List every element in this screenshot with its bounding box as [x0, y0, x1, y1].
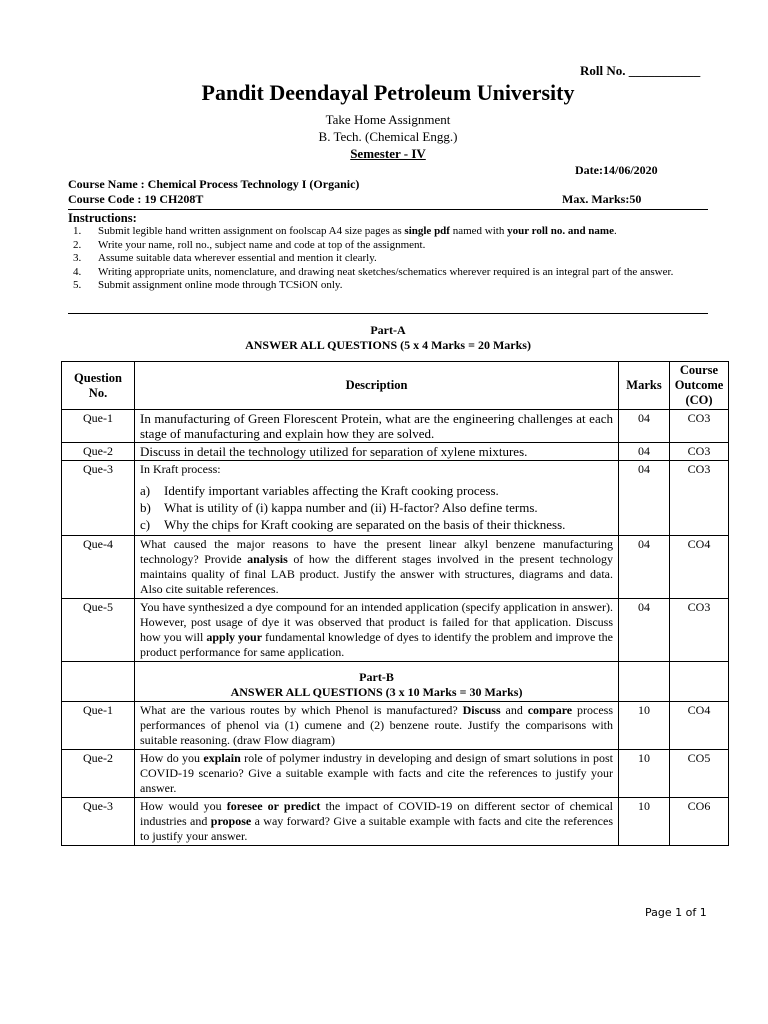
sub-question: b) What is utility of (i) kappa number and (ii) H-factor? Also define terms.: [140, 500, 538, 515]
instruction-item: 2. Write your name, roll no., subject name and code at top of the assignment.: [84, 239, 724, 253]
question-text: How do you explain role of polymer industry in developing and design of smart solutions in post COVID-19 scenario? Give a suitable example with facts and cite the references to justify your answer.: [135, 750, 619, 798]
empty-cell: [619, 662, 670, 702]
instructions-title: Instructions:: [68, 211, 137, 225]
part-b-heading: [135, 662, 619, 702]
question-text: How would you foresee or predict the impact of COVID-19 on different sector of chemical industries and propose a way forward? Give a suitable example with facts and cite the references to justify your answer.: [135, 798, 619, 846]
table-row: [62, 536, 729, 599]
table-row: [62, 750, 729, 798]
sub-question: a) Identify important variables affecting the Kraft cooking process.: [140, 483, 499, 498]
exam-date: Date:14/06/2020: [575, 163, 658, 177]
page-number: Page 1 of 1: [645, 906, 707, 919]
question-text: What caused the major reasons to have the present linear alkyl benzene manufacturing technology? Provide analysis of how the different stages involved in the present technology maintains quality of final LAB product. Justify the answer with structures, diagrams and data. Also cite suitable references.: [135, 536, 619, 599]
empty-cell: [62, 662, 135, 702]
table-row: [62, 461, 729, 536]
program: B. Tech. (Chemical Engg.): [318, 129, 458, 144]
question-text: In manufacturing of Green Florescent Protein, what are the engineering challenges at each stage of manufacturing and explain how they are solved.: [135, 410, 619, 443]
table-row: [62, 798, 729, 846]
roll-number: Roll No. ___________: [580, 63, 701, 78]
max-marks: Max. Marks:50: [562, 192, 642, 206]
part-a-title: Part-A: [370, 323, 406, 337]
question-text: What are the various routes by which Phenol is manufactured? Discuss and compare process performances of phenol via (1) cumene and (2) benzene route. Justify the comparisons with suitable reasoning. (draw Flow diagram): [135, 702, 619, 750]
question-marks: 04: [619, 410, 670, 443]
question-text: [135, 461, 619, 536]
part-b-subtitle: ANSWER ALL QUESTIONS (3 x 10 Marks = 30 Marks): [230, 685, 523, 699]
table-header-row: [62, 362, 729, 410]
question-co: CO4: [670, 702, 729, 750]
question-intro: In Kraft process:: [140, 462, 221, 476]
question-co: CO6: [670, 798, 729, 846]
question-text: You have synthesized a dye compound for an intended application (specify application in answer). However, post usage of dye it was observed that product is failed for that application. Discuss how you will apply your fundamental knowledge of dyes to identify the problem and improve the product performance for same application.: [135, 599, 619, 662]
question-marks: 10: [619, 750, 670, 798]
table-row: [62, 702, 729, 750]
divider: [68, 313, 708, 314]
part-a-subtitle: ANSWER ALL QUESTIONS (5 x 4 Marks = 20 Marks): [245, 338, 531, 352]
question-text: Discuss in detail the technology utilized for separation of xylene mixtures.: [135, 443, 619, 461]
question-number: Que-2: [62, 750, 135, 798]
table-row: [62, 443, 729, 461]
question-co: CO3: [670, 410, 729, 443]
question-co: CO3: [670, 443, 729, 461]
header-description: Description: [135, 362, 619, 410]
question-marks: 10: [619, 798, 670, 846]
course-name: Course Name : Chemical Process Technology I (Organic): [68, 177, 360, 191]
instruction-item: 4. Writing appropriate units, nomenclature, and drawing neat sketches/schematics wherever required is an integral part of the answer.: [84, 266, 724, 280]
instructions-list: [68, 225, 724, 293]
question-marks: 04: [619, 461, 670, 536]
question-co: CO3: [670, 599, 729, 662]
instruction-item: 3. Assume suitable data wherever essential and mention it clearly.: [84, 252, 724, 266]
question-number: Que-2: [62, 443, 135, 461]
assignment-type: Take Home Assignment: [325, 112, 451, 127]
question-co: CO3: [670, 461, 729, 536]
part-b-header-row: [62, 662, 729, 702]
question-number: Que-1: [62, 410, 135, 443]
header-course-outcome: Course Outcome (CO): [670, 362, 729, 410]
question-marks: 10: [619, 702, 670, 750]
course-code: Course Code : 19 CH208T: [68, 192, 204, 206]
question-number: Que-5: [62, 599, 135, 662]
header-marks: Marks: [619, 362, 670, 410]
question-number: Que-3: [62, 461, 135, 536]
header-question-no: Question No.: [62, 362, 135, 410]
part-b-title: Part-B: [359, 670, 394, 684]
empty-cell: [670, 662, 729, 702]
question-co: CO5: [670, 750, 729, 798]
question-number: Que-4: [62, 536, 135, 599]
instruction-item: 5. Submit assignment online mode through TCSiON only.: [84, 279, 724, 293]
question-marks: 04: [619, 599, 670, 662]
sub-question: c) Why the chips for Kraft cooking are separated on the basis of their thickness.: [140, 517, 566, 532]
question-number: Que-3: [62, 798, 135, 846]
question-co: CO4: [670, 536, 729, 599]
semester: Semester - IV: [350, 146, 426, 161]
table-row: [62, 599, 729, 662]
question-marks: 04: [619, 536, 670, 599]
instruction-item: 1. Submit legible hand written assignment on foolscap A4 size pages as single pdf named with your roll no. and name.: [84, 225, 724, 239]
university-title: Pandit Deendayal Petroleum University: [201, 80, 575, 105]
divider: [68, 209, 708, 210]
question-number: Que-1: [62, 702, 135, 750]
table-row: [62, 410, 729, 443]
question-marks: 04: [619, 443, 670, 461]
questions-table: [61, 361, 729, 846]
